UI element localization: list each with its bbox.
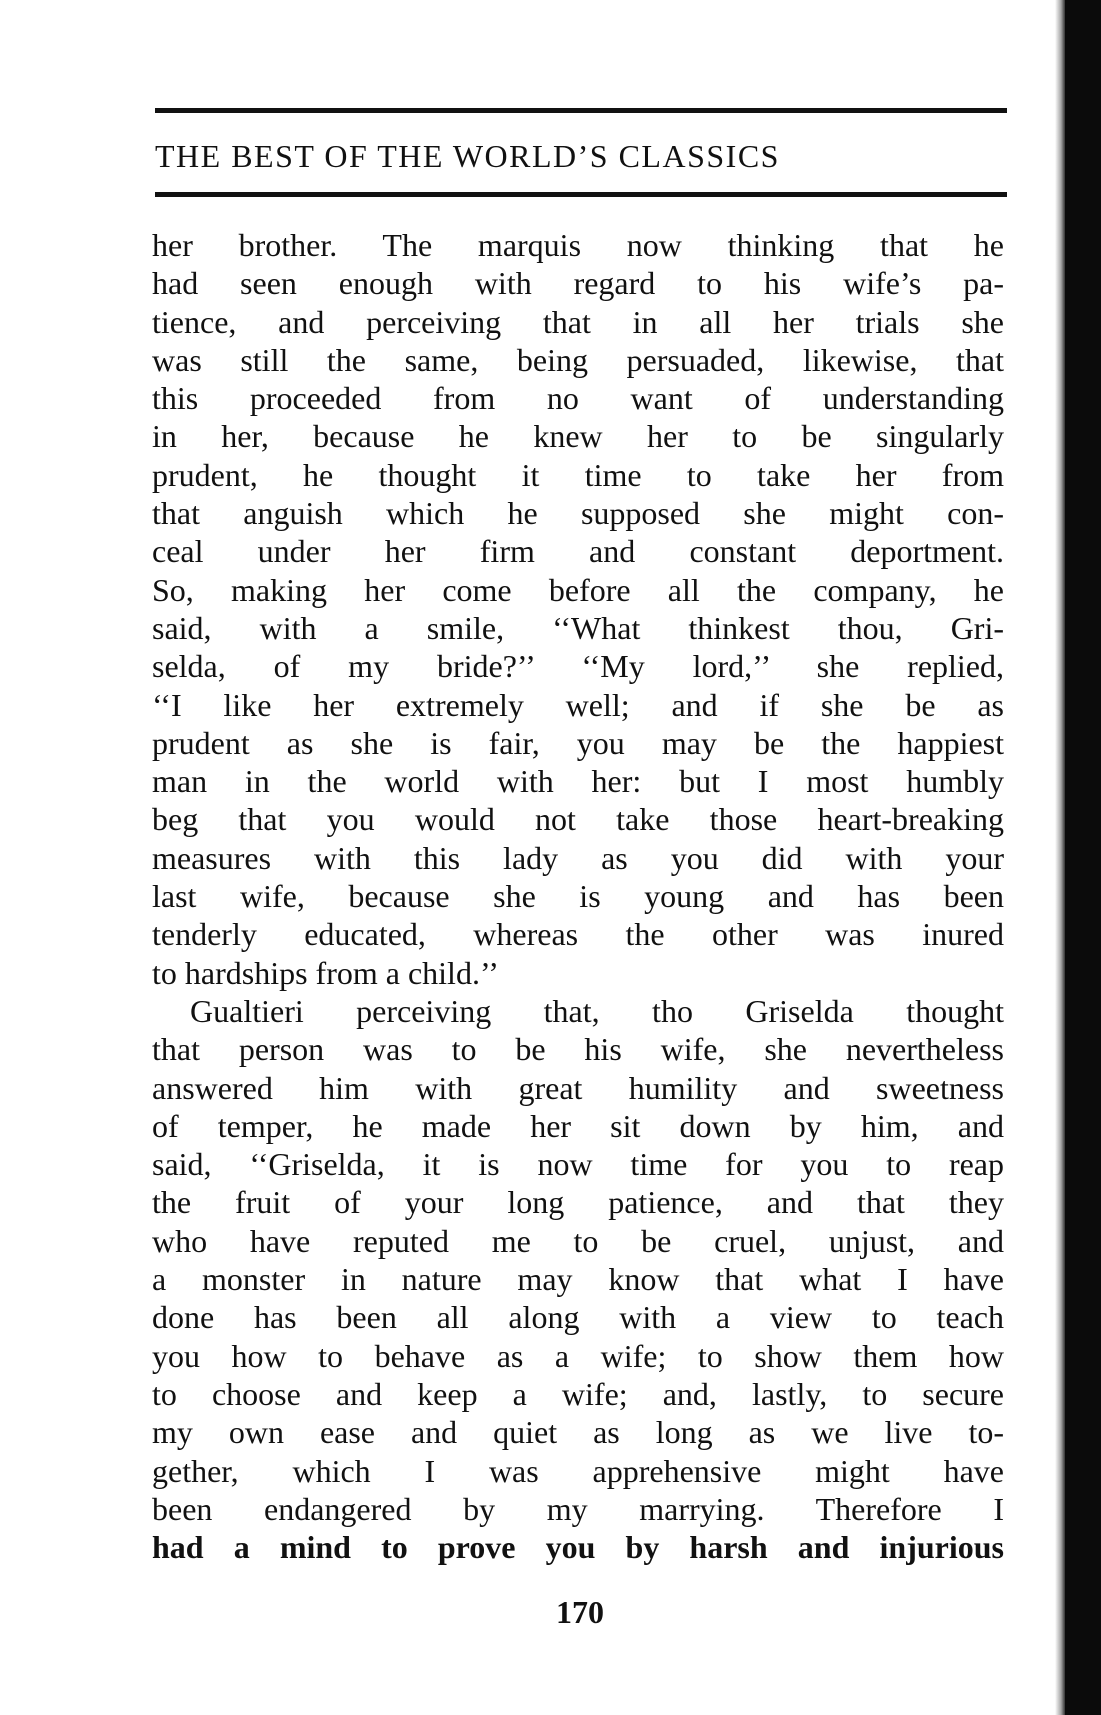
text-line: been endangered by my marrying. Therefore I: [152, 1490, 1004, 1527]
text-line: So, making her come before all the company, he: [152, 571, 1004, 608]
text-line: prudent as she is fair, you may be the happiest: [152, 724, 1004, 761]
text-line: that anguish which he supposed she might con-: [152, 495, 1004, 532]
page-edge-shadow: [1055, 0, 1065, 1715]
text-line: had seen enough with regard to his wife’s pa-: [152, 265, 1004, 302]
text-line: a monster in nature may know that what I have: [152, 1261, 1004, 1298]
text-line: to choose and keep a wife; and, lastly, to secure: [152, 1375, 1004, 1412]
paragraph-start-line: Gualtieri perceiving that, tho Griselda thought: [190, 992, 1004, 1029]
text-line: was still the same, being persuaded, likewise, that: [152, 341, 1004, 378]
text-line: my own ease and quiet as long as we live to-: [152, 1414, 1004, 1451]
text-line: who have reputed me to be cruel, unjust, and: [152, 1222, 1004, 1259]
running-head: [155, 134, 1007, 178]
text-line: ceal under her firm and constant deportment.: [152, 533, 1004, 570]
binding-edge: [1065, 0, 1101, 1715]
text-line: that person was to be his wife, she nevertheless: [152, 1031, 1004, 1068]
text-line: said, with a smile, ‘‘What thinkest thou, Gri-: [152, 609, 1004, 646]
text-line: answered him with great humility and sweetness: [152, 1069, 1004, 1106]
page-number: 170: [556, 1594, 604, 1630]
text-line: the fruit of your long patience, and that they: [152, 1184, 1004, 1221]
text-line: her brother. The marquis now thinking that he: [152, 227, 1004, 263]
text-line: this proceeded from no want of understanding: [152, 380, 1004, 417]
text-line: measures with this lady as you did with your: [152, 839, 1004, 876]
body-text: [152, 226, 1004, 1566]
text-line: of temper, he made her sit down by him, and: [152, 1107, 1004, 1144]
text-line: selda, of my bride?’’ ‘‘My lord,’’ she replied,: [152, 648, 1004, 685]
header-rule-top: [155, 108, 1007, 113]
text-line: you how to behave as a wife; to show them how: [152, 1337, 1004, 1374]
text-line: beg that you would not take those heart-breaking: [152, 801, 1004, 838]
header-rule-bottom: [155, 192, 1007, 197]
text-line: prudent, he thought it time to take her from: [152, 456, 1004, 493]
text-line: gether, which I was apprehensive might have: [152, 1452, 1004, 1489]
text-line: said, ‘‘Griselda, it is now time for you to reap: [152, 1146, 1004, 1183]
text-line: last wife, because she is young and has been: [152, 878, 1004, 915]
text-line: had a mind to prove you by harsh and injurious: [152, 1529, 1004, 1566]
paragraph-end-line: to hardships from a child.’’: [152, 954, 499, 991]
text-line: in her, because he knew her to be singularly: [152, 418, 1004, 455]
running-head-text: THE BEST OF THE WORLD’S CLASSICS: [155, 138, 780, 174]
text-line: tience, and perceiving that in all her trials she: [152, 303, 1004, 340]
text-line: ‘‘I like her extremely well; and if she be as: [152, 686, 1004, 723]
text-line: man in the world with her: but I most humbly: [152, 763, 1004, 800]
text-line: done has been all along with a view to teach: [152, 1299, 1004, 1336]
text-line: tenderly educated, whereas the other was inured: [152, 916, 1004, 953]
